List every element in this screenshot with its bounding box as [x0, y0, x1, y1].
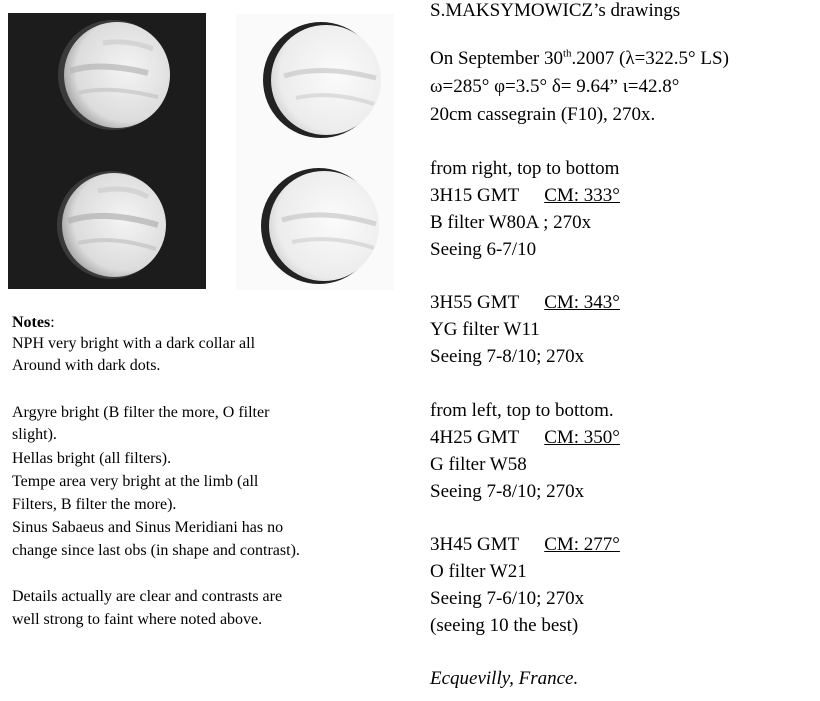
observation-2-seeing: Seeing 7-8/10; 270x — [430, 346, 585, 367]
drawings-title: S.MAKSYMOWICZ’s drawings — [430, 0, 681, 21]
observation-3-seeing: Seeing 7-8/10; 270x — [430, 481, 585, 502]
instrument-details: 20cm cassegrain (F10), 270x. — [430, 104, 656, 125]
notes-line: change since last obs (in shape and contrast). — [12, 542, 300, 559]
group-heading-right: from right, top to bottom — [430, 158, 620, 179]
observation-3-filter: G filter W58 — [430, 454, 527, 475]
notes-line: NPH very bright with a dark collar all — [12, 335, 256, 352]
observation-geometry: ω=285° φ=3.5° δ= 9.64” ι=42.8° — [430, 76, 680, 97]
notes-line: well strong to faint where noted above. — [12, 611, 263, 628]
observation-4-filter: O filter W21 — [430, 561, 527, 582]
observation-4-time: 3H45 GMT CM: 277° — [430, 534, 620, 555]
location: Ecquevilly, France. — [430, 668, 579, 689]
mars-disc-bottom-left — [57, 171, 166, 279]
observation-1-cm: CM: 333° — [544, 185, 620, 206]
notes-heading: Notes: — [12, 314, 55, 331]
observation-3-time: 4H25 GMT CM: 350° — [430, 427, 620, 448]
mars-disc-top-left — [58, 20, 170, 130]
notes-line: Filters, B filter the more). — [12, 496, 177, 513]
group-heading-left: from left, top to bottom. — [430, 400, 614, 421]
observation-4-seeing: Seeing 7-6/10; 270x — [430, 588, 585, 609]
notes-line: Tempe area very bright at the limb (all — [12, 473, 259, 490]
observation-4-cm: CM: 277° — [544, 534, 620, 555]
notes-line: Argyre bright (B filter the more, O filter — [12, 404, 270, 421]
observation-1-seeing: Seeing 6-7/10 — [430, 239, 537, 260]
notes-line: slight). — [12, 426, 57, 443]
observation-4-extra: (seeing 10 the best) — [430, 615, 579, 636]
observation-2-time: 3H55 GMT CM: 343° — [430, 292, 620, 313]
observation-2-cm: CM: 343° — [544, 292, 620, 313]
light-panel-drawings — [236, 14, 394, 290]
notes-line: Around with dark dots. — [12, 357, 161, 374]
observation-1-filter: B filter W80A ; 270x — [430, 212, 592, 233]
observation-2-filter: YG filter W11 — [430, 319, 540, 340]
drawings-dark-panel — [8, 13, 206, 289]
mars-disc-bottom-right — [261, 168, 379, 284]
mars-disc-top-right — [263, 22, 381, 138]
notes-line: Details actually are clear and contrasts are — [12, 588, 283, 605]
dark-panel-drawings — [8, 13, 206, 289]
notes-line: Hellas bright (all filters). — [12, 450, 172, 467]
notes-line: Sinus Sabaeus and Sinus Meridiani has no — [12, 519, 284, 536]
observation-date: On September 30th.2007 (λ=322.5° LS) — [430, 47, 729, 69]
observation-1-time: 3H15 GMT CM: 333° — [430, 185, 620, 206]
drawings-light-panel — [236, 14, 394, 290]
observation-3-cm: CM: 350° — [544, 427, 620, 448]
